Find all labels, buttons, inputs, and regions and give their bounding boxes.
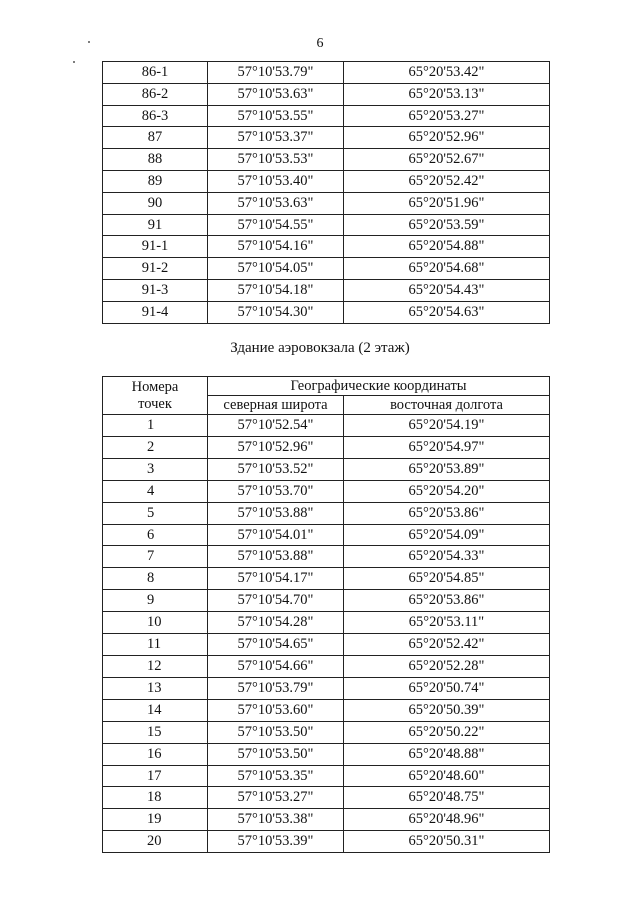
longitude-cell: 65°20'52.42" bbox=[344, 170, 550, 192]
table-row bbox=[103, 721, 550, 743]
table-row bbox=[103, 590, 550, 612]
table-row bbox=[103, 787, 550, 809]
table-row bbox=[103, 301, 550, 323]
latitude-cell: 57°10'53.63" bbox=[208, 83, 344, 105]
point-number-cell: 91 bbox=[103, 214, 208, 236]
header-east-longitude: восточная долгота bbox=[344, 396, 550, 415]
table-row bbox=[103, 634, 550, 656]
header-north-latitude: северная широта bbox=[208, 396, 344, 415]
latitude-cell: 57°10'53.37" bbox=[208, 127, 344, 149]
table-row bbox=[103, 258, 550, 280]
table-row bbox=[103, 279, 550, 301]
point-number-cell: 10 bbox=[103, 612, 208, 634]
latitude-cell: 57°10'54.55" bbox=[208, 214, 344, 236]
longitude-cell: 65°20'48.60" bbox=[344, 765, 550, 787]
longitude-cell: 65°20'54.43" bbox=[344, 279, 550, 301]
latitude-cell: 57°10'53.40" bbox=[208, 170, 344, 192]
longitude-cell: 65°20'53.42" bbox=[344, 62, 550, 84]
table-row bbox=[103, 170, 550, 192]
longitude-cell: 65°20'53.27" bbox=[344, 105, 550, 127]
point-number-cell: 87 bbox=[103, 127, 208, 149]
table-row bbox=[103, 546, 550, 568]
longitude-cell: 65°20'53.11" bbox=[344, 612, 550, 634]
longitude-cell: 65°20'54.88" bbox=[344, 236, 550, 258]
latitude-cell: 57°10'53.50" bbox=[208, 721, 344, 743]
longitude-cell: 65°20'54.33" bbox=[344, 546, 550, 568]
latitude-cell: 57°10'54.30" bbox=[208, 301, 344, 323]
table-row bbox=[103, 62, 550, 84]
longitude-cell: 65°20'48.88" bbox=[344, 743, 550, 765]
longitude-cell: 65°20'52.67" bbox=[344, 149, 550, 171]
table-row bbox=[103, 458, 550, 480]
point-number-cell: 6 bbox=[103, 524, 208, 546]
longitude-cell: 65°20'53.86" bbox=[344, 590, 550, 612]
point-number-cell: 86-1 bbox=[103, 62, 208, 84]
table-row bbox=[103, 415, 550, 437]
point-number-cell: 88 bbox=[103, 149, 208, 171]
longitude-cell: 65°20'54.68" bbox=[344, 258, 550, 280]
point-number-cell: 90 bbox=[103, 192, 208, 214]
latitude-cell: 57°10'53.53" bbox=[208, 149, 344, 171]
table-row bbox=[103, 192, 550, 214]
point-number-cell: 7 bbox=[103, 546, 208, 568]
latitude-cell: 57°10'53.79" bbox=[208, 62, 344, 84]
table-row bbox=[103, 149, 550, 171]
longitude-cell: 65°20'48.96" bbox=[344, 809, 550, 831]
coordinates-table-continued bbox=[102, 61, 550, 324]
table-row bbox=[103, 655, 550, 677]
table-body bbox=[103, 62, 550, 324]
latitude-cell: 57°10'54.28" bbox=[208, 612, 344, 634]
latitude-cell: 57°10'54.66" bbox=[208, 655, 344, 677]
table-row bbox=[103, 568, 550, 590]
longitude-cell: 65°20'50.31" bbox=[344, 831, 550, 853]
point-number-cell: 20 bbox=[103, 831, 208, 853]
latitude-cell: 57°10'53.60" bbox=[208, 699, 344, 721]
point-number-cell: 5 bbox=[103, 502, 208, 524]
table-row bbox=[103, 480, 550, 502]
table-row bbox=[103, 743, 550, 765]
table-row bbox=[103, 105, 550, 127]
point-number-cell: 3 bbox=[103, 458, 208, 480]
longitude-cell: 65°20'50.74" bbox=[344, 677, 550, 699]
table-row bbox=[103, 214, 550, 236]
table-row bbox=[103, 83, 550, 105]
point-number-cell: 18 bbox=[103, 787, 208, 809]
longitude-cell: 65°20'54.19" bbox=[344, 415, 550, 437]
latitude-cell: 57°10'52.54" bbox=[208, 415, 344, 437]
latitude-cell: 57°10'53.88" bbox=[208, 546, 344, 568]
latitude-cell: 57°10'54.70" bbox=[208, 590, 344, 612]
table-row bbox=[103, 612, 550, 634]
table-row bbox=[103, 502, 550, 524]
point-number-cell: 11 bbox=[103, 634, 208, 656]
scan-speck bbox=[73, 61, 75, 63]
latitude-cell: 57°10'53.88" bbox=[208, 502, 344, 524]
longitude-cell: 65°20'50.39" bbox=[344, 699, 550, 721]
latitude-cell: 57°10'54.16" bbox=[208, 236, 344, 258]
point-number-cell: 4 bbox=[103, 480, 208, 502]
point-number-cell: 91-3 bbox=[103, 279, 208, 301]
point-number-cell: 14 bbox=[103, 699, 208, 721]
point-number-cell: 12 bbox=[103, 655, 208, 677]
section-title: Здание аэровокзала (2 этаж) bbox=[230, 340, 410, 356]
table-row bbox=[103, 831, 550, 853]
longitude-cell: 65°20'50.22" bbox=[344, 721, 550, 743]
longitude-cell: 65°20'54.20" bbox=[344, 480, 550, 502]
longitude-cell: 65°20'48.75" bbox=[344, 787, 550, 809]
latitude-cell: 57°10'54.65" bbox=[208, 634, 344, 656]
point-number-cell: 91-4 bbox=[103, 301, 208, 323]
longitude-cell: 65°20'52.42" bbox=[344, 634, 550, 656]
point-number-cell: 91-2 bbox=[103, 258, 208, 280]
header-geographic-coordinates: Географические координаты bbox=[208, 377, 550, 396]
table-row bbox=[103, 809, 550, 831]
longitude-cell: 65°20'54.97" bbox=[344, 436, 550, 458]
point-number-cell: 17 bbox=[103, 765, 208, 787]
latitude-cell: 57°10'53.50" bbox=[208, 743, 344, 765]
point-number-cell: 13 bbox=[103, 677, 208, 699]
table-row bbox=[103, 699, 550, 721]
latitude-cell: 57°10'53.63" bbox=[208, 192, 344, 214]
point-number-cell: 1 bbox=[103, 415, 208, 437]
point-number-cell: 19 bbox=[103, 809, 208, 831]
longitude-cell: 65°20'51.96" bbox=[344, 192, 550, 214]
point-number-cell: 2 bbox=[103, 436, 208, 458]
longitude-cell: 65°20'53.13" bbox=[344, 83, 550, 105]
table-row bbox=[103, 127, 550, 149]
table-row bbox=[103, 236, 550, 258]
latitude-cell: 57°10'53.35" bbox=[208, 765, 344, 787]
header-point-numbers: Номера точек bbox=[103, 377, 208, 415]
point-number-cell: 9 bbox=[103, 590, 208, 612]
table-row bbox=[103, 524, 550, 546]
point-number-cell: 15 bbox=[103, 721, 208, 743]
latitude-cell: 57°10'53.70" bbox=[208, 480, 344, 502]
table-row bbox=[103, 765, 550, 787]
longitude-cell: 65°20'52.28" bbox=[344, 655, 550, 677]
latitude-cell: 57°10'54.01" bbox=[208, 524, 344, 546]
point-number-cell: 8 bbox=[103, 568, 208, 590]
table-body bbox=[103, 415, 550, 853]
table-header bbox=[103, 377, 550, 415]
latitude-cell: 57°10'53.27" bbox=[208, 787, 344, 809]
point-number-cell: 86-2 bbox=[103, 83, 208, 105]
latitude-cell: 57°10'54.18" bbox=[208, 279, 344, 301]
latitude-cell: 57°10'53.79" bbox=[208, 677, 344, 699]
longitude-cell: 65°20'53.59" bbox=[344, 214, 550, 236]
latitude-cell: 57°10'52.96" bbox=[208, 436, 344, 458]
table-row bbox=[103, 436, 550, 458]
longitude-cell: 65°20'53.86" bbox=[344, 502, 550, 524]
point-number-cell: 89 bbox=[103, 170, 208, 192]
longitude-cell: 65°20'54.85" bbox=[344, 568, 550, 590]
latitude-cell: 57°10'53.52" bbox=[208, 458, 344, 480]
longitude-cell: 65°20'54.63" bbox=[344, 301, 550, 323]
page-number: 6 bbox=[316, 36, 324, 51]
latitude-cell: 57°10'54.17" bbox=[208, 568, 344, 590]
latitude-cell: 57°10'53.39" bbox=[208, 831, 344, 853]
longitude-cell: 65°20'54.09" bbox=[344, 524, 550, 546]
latitude-cell: 57°10'53.55" bbox=[208, 105, 344, 127]
point-number-cell: 16 bbox=[103, 743, 208, 765]
point-number-cell: 91-1 bbox=[103, 236, 208, 258]
terminal-coordinates-table bbox=[102, 376, 550, 853]
latitude-cell: 57°10'53.38" bbox=[208, 809, 344, 831]
latitude-cell: 57°10'54.05" bbox=[208, 258, 344, 280]
table-row bbox=[103, 677, 550, 699]
longitude-cell: 65°20'52.96" bbox=[344, 127, 550, 149]
point-number-cell: 86-3 bbox=[103, 105, 208, 127]
scan-speck bbox=[88, 41, 90, 43]
longitude-cell: 65°20'53.89" bbox=[344, 458, 550, 480]
